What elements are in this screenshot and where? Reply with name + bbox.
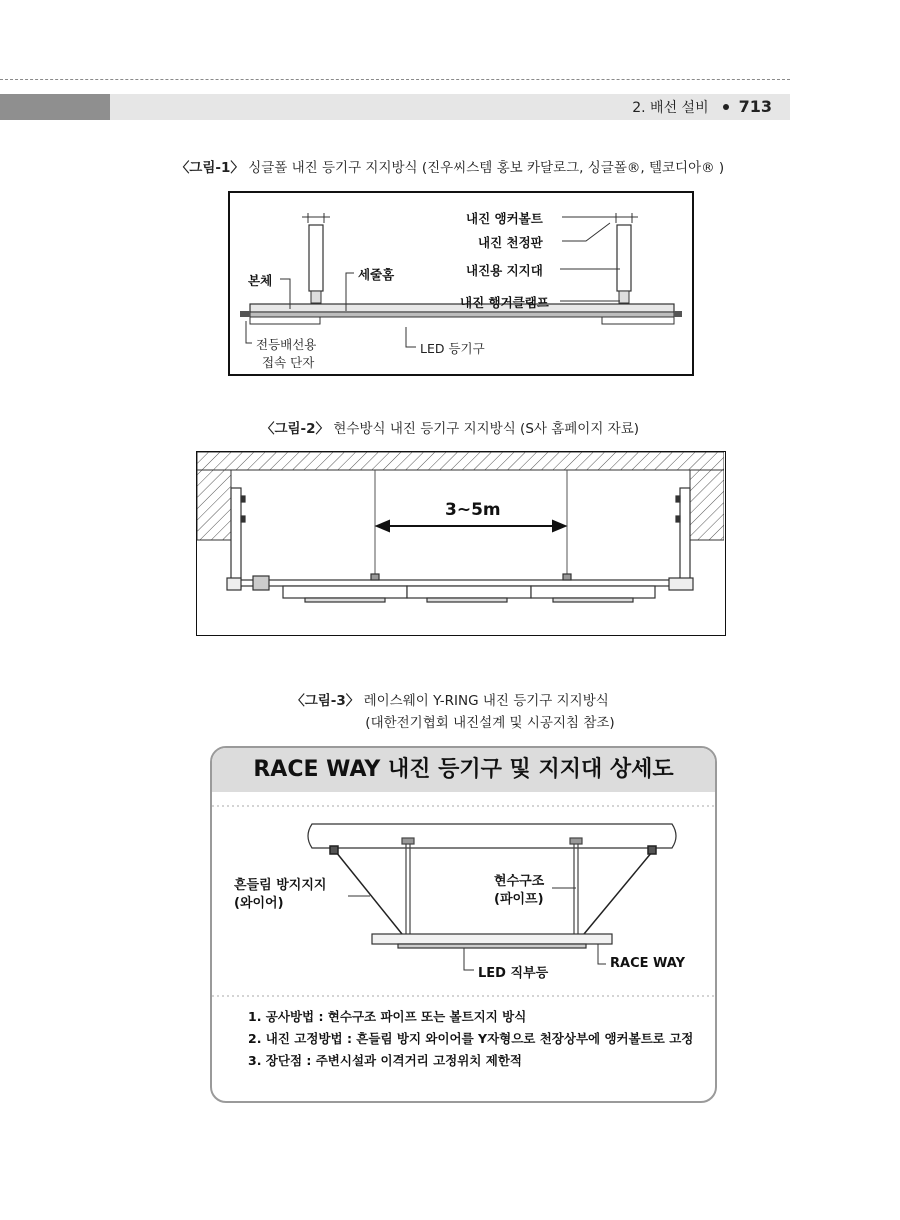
label-led: LED 직부등 — [478, 966, 549, 981]
raceway-rail — [372, 934, 612, 948]
label-hanger-line1: 현수구조 — [494, 874, 545, 889]
figure2-drawing — [197, 452, 724, 634]
label-sway-line2: (와이어) — [234, 896, 284, 911]
header-dashed-line — [0, 79, 790, 80]
figure2-caption — [0, 417, 900, 437]
note-item: 3. 장단점 : 주변시설과 이격거리 고정위치 제한적 — [248, 1053, 522, 1068]
span-arrow — [377, 521, 565, 531]
figure3-caption-label: 〈그림-3〉 — [291, 693, 360, 709]
figure1-caption-label: 〈그림-1〉 — [175, 160, 244, 176]
figure3-caption-text: 레이스웨이 Y-RING 내진 등기구 지지방식 — [363, 693, 609, 709]
figure2-caption-label: 〈그림-2〉 — [260, 421, 330, 437]
figure2-diagram — [196, 451, 726, 636]
figure3-caption-sub: (대한전기협회 내진설계 및 시공지침 참조) — [365, 715, 615, 731]
hanger-pipes — [402, 838, 582, 934]
label-body: 본체 — [248, 273, 273, 288]
ceiling-slab — [197, 452, 724, 470]
label-led-fixture: LED 등기구 — [420, 341, 485, 356]
label-terminal-line2: 접속 단자 — [262, 355, 315, 370]
label-hanger-clamp: 내진 행거클램프 — [460, 295, 549, 310]
label-ceiling-plate: 내진 천정판 — [478, 235, 543, 250]
figure1-caption — [0, 156, 900, 176]
sway-wires — [330, 846, 656, 934]
left-wall — [197, 470, 231, 540]
span-label: 3~5m — [445, 500, 501, 520]
notes-list — [248, 1006, 693, 1072]
figure3-leader-lines — [348, 888, 606, 970]
label-anchor-bolt: 내진 앵커볼트 — [466, 211, 543, 226]
note-item: 2. 내진 고정방법 : 흔들림 방지 와이어를 Y자형으로 천장상부에 앵커볼트로 고정 — [248, 1031, 694, 1046]
fixture-rail — [227, 574, 693, 602]
figure1-caption-text: 싱글폴 내진 등기구 지지방식 (진우씨스템 홍보 카달로그, 싱글폴®, 텔코디아® ) — [248, 160, 725, 176]
panel-title: RACE WAY 내진 등기구 및 지지대 상세도 — [212, 748, 715, 792]
right-support-pole — [610, 213, 638, 303]
raceway-detail-panel — [210, 746, 717, 1103]
label-slit: 세줄홈 — [358, 267, 395, 282]
leader-lines — [246, 217, 622, 347]
page-number: 713 — [738, 97, 772, 116]
hanging-wires — [375, 470, 567, 574]
section-title: 2. 배선 설비 — [632, 100, 709, 116]
label-terminal-line1: 전등배선용 — [256, 337, 317, 352]
bullet-icon — [723, 104, 729, 110]
ceiling-beam — [308, 824, 676, 848]
label-raceway: RACE WAY — [610, 956, 686, 971]
label-sway-line1: 흔들림 방지지지 — [234, 878, 327, 893]
label-hanger-line2: (파이프) — [494, 892, 544, 907]
figure2-caption-text: 현수방식 내진 등기구 지지방식 (S사 홈페이지 자료) — [333, 421, 640, 437]
right-wall — [690, 470, 724, 540]
header-gray-block — [0, 94, 110, 120]
label-support: 내진용 지지대 — [466, 263, 543, 278]
figure3-caption — [0, 689, 900, 709]
figure1-diagram — [228, 191, 694, 376]
left-support-pole — [302, 213, 330, 303]
running-header — [632, 94, 772, 120]
note-item: 1. 공사방법 : 현수구조 파이프 또는 볼트지지 방식 — [248, 1009, 527, 1024]
